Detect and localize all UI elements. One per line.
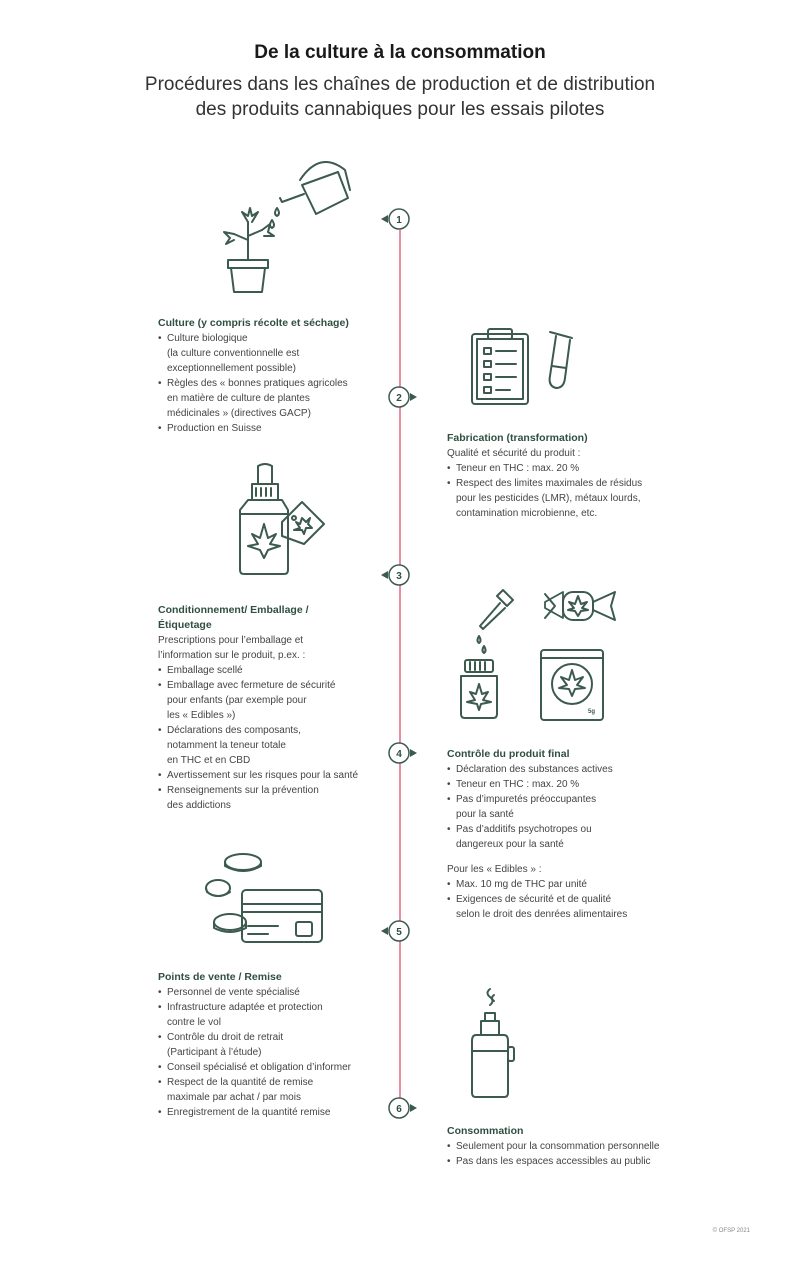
step-marker-2: [389, 387, 417, 407]
copyright: © OFSP 2021: [712, 1228, 750, 1234]
list-item-continuation: contre le vol: [167, 1017, 221, 1028]
consommation-list: [447, 1139, 707, 1169]
list-item: • Culture biologique: [158, 331, 388, 346]
step-fabrication: [447, 431, 707, 521]
conditionnement-heading-1: Conditionnement/ Emballage /: [158, 604, 309, 616]
culture-heading: Culture (y compris récolte et séchage): [158, 317, 349, 329]
step-number: 2: [396, 393, 402, 404]
step-marker-3: [381, 565, 409, 585]
fabrication-intro: Qualité et sécurité du produit :: [447, 448, 581, 459]
step-arrow-right: [410, 393, 417, 401]
list-item-continuation: médicinales » (directives GACP): [167, 408, 311, 419]
list-item-continuation: pour les pesticides (LMR), métaux lourds,: [456, 493, 641, 504]
list-item: • Pas d’additifs psychotropes ou: [447, 822, 707, 837]
list-item: • Règles des « bonnes pratiques agricoles: [158, 376, 388, 391]
clipboard-test-tube-icon: [470, 326, 580, 406]
list-item: • Pas d’impuretés préoccupantes: [447, 792, 707, 807]
list-item-continuation: dangereux pour la santé: [456, 839, 564, 850]
package-weight-label: 5g: [588, 709, 596, 715]
list-item: • Renseignements sur la prévention: [158, 783, 388, 798]
step-culture: [158, 316, 388, 436]
edibles-list: [447, 877, 707, 922]
controle-list: [447, 762, 707, 852]
subtitle-line-2: des produits cannabiques pour les essais pilotes: [195, 99, 605, 120]
list-item: • Emballage scellé: [158, 663, 388, 678]
step-number: 6: [396, 1104, 402, 1115]
list-item: • Production en Suisse: [158, 421, 388, 436]
list-item-continuation: notamment la teneur totale: [167, 740, 286, 751]
step-controle: [447, 747, 707, 922]
step-arrow-left: [381, 215, 388, 223]
step-marker-1: [381, 209, 409, 229]
list-item: • Conseil spécialisé et obligation d’informer: [158, 1060, 388, 1075]
fabrication-heading: Fabrication (transformation): [447, 432, 588, 444]
step-marker-6: [389, 1098, 417, 1118]
list-item-continuation: pour la santé: [456, 809, 514, 820]
vaporizer-icon: [468, 985, 523, 1105]
conditionnement-heading-2: Étiquetage: [158, 619, 212, 631]
step-number: 3: [396, 571, 402, 582]
list-item-continuation: (Participant à l’étude): [167, 1047, 262, 1058]
step-consommation: [447, 1124, 707, 1169]
subtitle-line-1: Procédures dans les chaînes de production et de distribution: [144, 74, 656, 95]
step-vente: [158, 970, 388, 1120]
list-item: • Enregistrement de la quantité remise: [158, 1105, 388, 1120]
list-item-continuation: pour enfants (par exemple pour: [167, 695, 307, 706]
step-arrow-right: [410, 1104, 417, 1112]
vente-list: [158, 985, 388, 1120]
list-item: • Infrastructure adaptée et protection: [158, 1000, 388, 1015]
culture-list: [158, 331, 388, 436]
list-item: • Respect des limites maximales de résidus: [447, 476, 707, 491]
edibles-products-icon: [455, 588, 625, 723]
list-item: • Déclarations des composants,: [158, 723, 388, 738]
list-item: • Exigences de sécurité et de qualité: [447, 892, 707, 907]
edibles-intro: Pour les « Edibles » :: [447, 864, 542, 875]
conditionnement-intro-1: Prescriptions pour l’emballage et: [158, 635, 304, 646]
step-marker-5: [381, 921, 409, 941]
step-arrow-right: [410, 749, 417, 757]
bottle-tag-icon: [230, 462, 340, 582]
list-item-continuation: les « Edibles »): [167, 710, 236, 721]
list-item-continuation: (la culture conventionnelle est: [167, 348, 300, 359]
watering-can-plant-icon: [220, 150, 360, 300]
list-item-continuation: maximale par achat / par mois: [167, 1092, 301, 1103]
list-item-continuation: contamination microbienne, etc.: [456, 508, 598, 519]
fabrication-list: [447, 461, 707, 521]
list-item: • Respect de la quantité de remise: [158, 1075, 388, 1090]
list-item-continuation: en THC et en CBD: [167, 755, 251, 766]
vente-heading: Points de vente / Remise: [158, 971, 282, 983]
step-conditionnement: [158, 603, 388, 813]
step-number: 5: [396, 927, 402, 938]
list-item: • Max. 10 mg de THC par unité: [447, 877, 707, 892]
list-item: • Pas dans les espaces accessibles au public: [447, 1154, 707, 1169]
step-marker-4: [389, 743, 417, 763]
list-item-continuation: des addictions: [167, 800, 231, 811]
list-item: • Seulement pour la consommation personnelle: [447, 1139, 707, 1154]
controle-heading: Contrôle du produit final: [447, 748, 570, 760]
coins-card-icon: [198, 850, 328, 945]
list-item: • Teneur en THC : max. 20 %: [447, 777, 707, 792]
list-item: • Emballage avec fermeture de sécurité: [158, 678, 388, 693]
conditionnement-list: [158, 663, 388, 813]
conditionnement-intro-2: l’information sur le produit, p.ex. :: [158, 650, 306, 661]
list-item: • Contrôle du droit de retrait: [158, 1030, 388, 1045]
page-title: De la culture à la consommation: [254, 42, 546, 63]
list-item-continuation: en matière de culture de plantes: [167, 393, 310, 404]
list-item-continuation: exceptionnellement possible): [167, 363, 296, 374]
list-item-continuation: selon le droit des denrées alimentaires: [456, 909, 628, 920]
list-item: • Personnel de vente spécialisé: [158, 985, 388, 1000]
consommation-heading: Consommation: [447, 1125, 524, 1137]
step-arrow-left: [381, 571, 388, 579]
list-item: • Déclaration des substances actives: [447, 762, 707, 777]
step-number: 1: [396, 215, 402, 226]
list-item: • Teneur en THC : max. 20 %: [447, 461, 707, 476]
step-number: 4: [396, 749, 402, 760]
step-arrow-left: [381, 927, 388, 935]
list-item: • Avertissement sur les risques pour la santé: [158, 768, 388, 783]
